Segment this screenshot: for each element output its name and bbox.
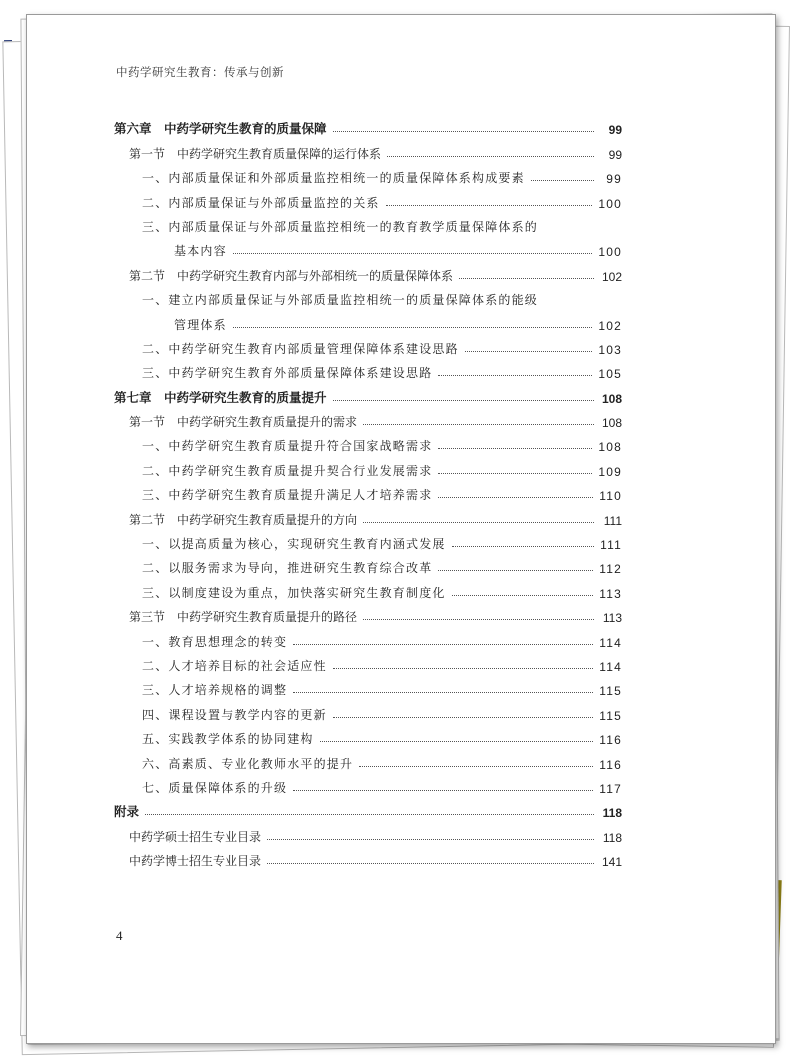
- toc-entry-item: [114, 772, 622, 796]
- dot-leader: [333, 717, 593, 718]
- toc-page-number: 102: [598, 318, 622, 333]
- toc-page-number: 99: [606, 172, 622, 187]
- toc-entry-item: [114, 747, 622, 771]
- dot-leader: [438, 375, 592, 376]
- table-of-contents: [114, 113, 622, 869]
- toc-entry-item: [114, 552, 622, 576]
- toc-page-number: 108: [598, 440, 622, 455]
- toc-page-number: 99: [608, 147, 622, 162]
- toc-entry-title: 三、内部质量保证与外部质量监控相统一的教育教学质量保障体系的: [142, 219, 539, 234]
- toc-page-number: 113: [602, 611, 622, 626]
- toc-entry-cont: [114, 308, 622, 332]
- toc-page-number: 114: [599, 635, 622, 650]
- dot-leader: [459, 278, 594, 279]
- toc-entry-item: [114, 479, 622, 503]
- toc-page-number: 112: [599, 562, 622, 577]
- toc-page-number: 115: [599, 708, 622, 723]
- dot-leader: [233, 253, 593, 254]
- toc-entry-title: 第六章 中药学研究生教育的质量保障: [114, 121, 327, 137]
- toc-entry-title: 中药学硕士招生专业目录: [129, 829, 262, 844]
- toc-entry-title: 三、中药学研究生教育质量提升满足人才培养需求: [142, 488, 433, 503]
- toc-entry-item: [114, 528, 622, 552]
- toc-entry-title: 二、中药学研究生教育质量提升契合行业发展需求: [142, 463, 433, 478]
- toc-entry-title: 第三节 中药学研究生教育质量提升的路径: [129, 610, 358, 625]
- toc-page-number: 117: [599, 781, 622, 796]
- dot-leader: [320, 741, 594, 742]
- dot-leader: [438, 570, 593, 571]
- toc-entry-appendix-item: [114, 845, 622, 869]
- toc-page-number: 116: [599, 733, 622, 748]
- dot-leader: [465, 351, 593, 352]
- dot-leader: [438, 448, 592, 449]
- toc-entry-title: 一、教育思想理念的转变: [142, 634, 288, 649]
- toc-entry-title: 一、内部质量保证和外部质量监控相统一的质量保障体系构成要素: [142, 171, 525, 186]
- toc-entry-title: 中药学博士招生专业目录: [129, 854, 262, 869]
- toc-entry-title: 第七章 中药学研究生教育的质量提升: [114, 389, 327, 405]
- toc-entry-title: 三、以制度建设为重点，加快落实研究生教育制度化: [142, 585, 446, 600]
- toc-entry-appendix-item: [114, 820, 622, 844]
- dot-leader: [267, 839, 594, 840]
- toc-entry-item: [114, 625, 622, 649]
- toc-page-number: 108: [601, 416, 622, 431]
- toc-entry-title: 三、人才培养规格的调整: [142, 683, 288, 698]
- toc-page-number: 99: [608, 123, 622, 138]
- dot-leader: [363, 619, 594, 620]
- toc-entry-item: [114, 723, 622, 747]
- dot-leader: [333, 668, 593, 669]
- toc-entry-title: 一、建立内部质量保证与外部质量监控相统一的质量保障体系的能级: [142, 293, 539, 308]
- toc-entry-title: 五、实践教学体系的协同建构: [142, 732, 314, 747]
- toc-entry-title: 一、以提高质量为核心，实现研究生教育内涵式发展: [142, 537, 446, 552]
- running-head: 中药学研究生教育：传承与创新: [116, 65, 284, 79]
- toc-entry-title: 第二节 中药学研究生教育内部与外部相统一的质量保障体系: [129, 268, 454, 283]
- toc-entry-title: 二、内部质量保证与外部质量监控的关系: [142, 195, 380, 210]
- toc-entry-item: [114, 284, 622, 308]
- toc-entry-item: [114, 454, 622, 478]
- toc-entry-title: 第一节 中药学研究生教育质量保障的运行体系: [129, 146, 382, 161]
- toc-entry-section: [114, 503, 622, 527]
- toc-page-number: 141: [601, 855, 622, 870]
- toc-entry-title: 附录: [114, 804, 140, 820]
- toc-entry-title: 管理体系: [174, 317, 227, 332]
- toc-entry-item: [114, 357, 622, 381]
- toc-entry-item: [114, 576, 622, 600]
- dot-leader: [452, 546, 594, 547]
- dot-leader: [333, 131, 594, 132]
- toc-entry-title: 二、人才培养目标的社会适应性: [142, 658, 327, 673]
- toc-page-number: 113: [599, 586, 622, 601]
- toc-entry-item: [114, 698, 622, 722]
- toc-entry-title: 七、质量保障体系的升级: [142, 780, 288, 795]
- toc-entry-title: 二、以服务需求为导向，推进研究生教育综合改革: [142, 561, 433, 576]
- toc-page-number: 100: [598, 196, 622, 211]
- dot-leader: [438, 473, 592, 474]
- dot-leader: [438, 497, 593, 498]
- toc-entry-item: [114, 430, 622, 454]
- toc-entry-title: 第二节 中药学研究生教育质量提升的方向: [129, 512, 358, 527]
- dot-leader: [386, 205, 593, 206]
- toc-entry-item: [114, 333, 622, 357]
- toc-entry-item: [114, 650, 622, 674]
- toc-page-number: 105: [598, 367, 622, 382]
- toc-entry-title: 第一节 中药学研究生教育质量提升的需求: [129, 415, 358, 430]
- toc-entry-item: [114, 211, 622, 235]
- page-number: 4: [116, 928, 123, 943]
- toc-entry-item: [114, 162, 622, 186]
- toc-entry-title: 二、中药学研究生教育内部质量管理保障体系建设思路: [142, 341, 459, 356]
- dot-leader: [293, 790, 593, 791]
- toc-page-number: 116: [599, 757, 622, 772]
- toc-entry-section: [114, 601, 622, 625]
- dot-leader: [145, 814, 594, 815]
- toc-entry-title: 六、高素质、专业化教师水平的提升: [142, 756, 354, 771]
- toc-page-number: 103: [598, 342, 622, 357]
- dot-leader: [387, 156, 594, 157]
- toc-entry-item: [114, 186, 622, 210]
- toc-page-number: 111: [600, 538, 622, 553]
- toc-page-number: 109: [598, 464, 622, 479]
- toc-entry-chapter: [114, 113, 622, 137]
- toc-page-number: 100: [598, 245, 622, 260]
- toc-entry-title: 一、中药学研究生教育质量提升符合国家战略需求: [142, 439, 433, 454]
- toc-entry-section: [114, 137, 622, 161]
- toc-page-number: 115: [599, 684, 622, 699]
- toc-entry-chapter: [114, 796, 622, 820]
- dot-leader: [531, 180, 594, 181]
- toc-entry-title: 四、课程设置与教学内容的更新: [142, 707, 327, 722]
- dot-leader: [293, 644, 593, 645]
- toc-page-number: 111: [603, 513, 622, 528]
- toc-entry-item: [114, 674, 622, 698]
- toc-page-number: 114: [599, 659, 622, 674]
- toc-entry-section: [114, 259, 622, 283]
- dot-leader: [363, 522, 594, 523]
- toc-entry-section: [114, 406, 622, 430]
- dot-leader: [293, 692, 593, 693]
- toc-entry-cont: [114, 235, 622, 259]
- toc-entry-title: 三、中药学研究生教育外部质量保障体系建设思路: [142, 366, 433, 381]
- dot-leader: [267, 863, 594, 864]
- dot-leader: [363, 424, 594, 425]
- dot-leader: [233, 327, 593, 328]
- dot-leader: [333, 400, 594, 401]
- toc-page-number: 118: [602, 806, 622, 821]
- toc-entry-chapter: [114, 381, 622, 405]
- toc-page-number: 118: [602, 830, 622, 845]
- dot-leader: [359, 766, 593, 767]
- toc-page-number: 110: [599, 489, 622, 504]
- toc-page-number: 102: [601, 269, 622, 284]
- toc-page-number: 108: [601, 391, 622, 406]
- toc-entry-title: 基本内容: [174, 244, 227, 259]
- dot-leader: [452, 595, 594, 596]
